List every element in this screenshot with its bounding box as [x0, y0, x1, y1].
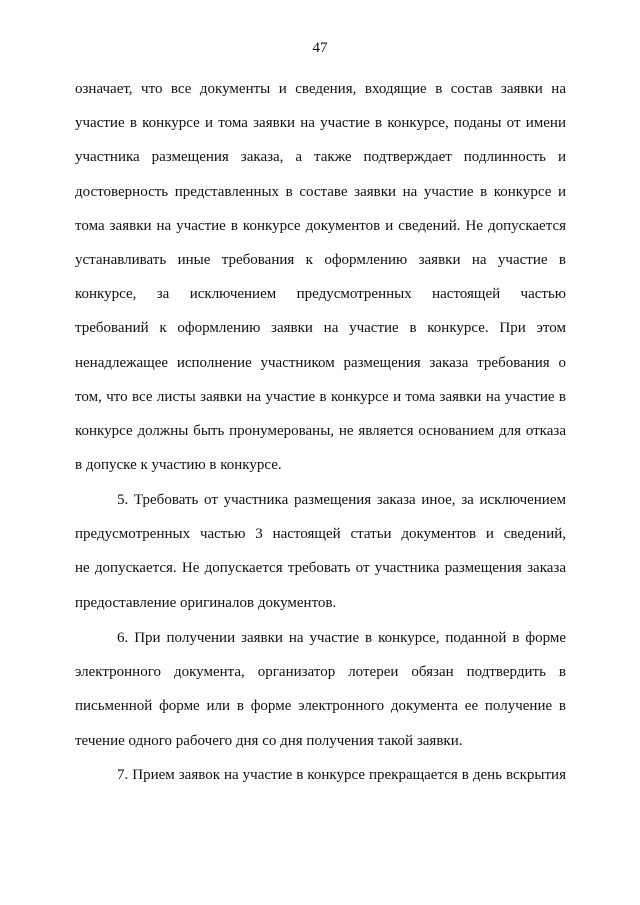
paragraph-item-5 [75, 483, 566, 620]
paragraph-line: конкурсе должны быть пронумерованы, не является основанием для отказа [75, 422, 566, 439]
paragraph-line: участие в конкурсе и тома заявки на участие в конкурсе, поданы от имени [75, 115, 566, 132]
paragraph-line: письменной форме или в форме электронного документа ее получение в [75, 698, 566, 715]
paragraph-line: том, что все листы заявки на участие в конкурсе и тома заявки на участие в [75, 388, 566, 405]
paragraph-line: электронного документа, организатор лотереи обязан подтвердить в [75, 664, 566, 681]
paragraph-continuation [75, 72, 566, 482]
paragraph-line: конкурсе, за исключением предусмотренных настоящей частью [75, 286, 566, 303]
paragraph-item-6 [75, 621, 566, 758]
paragraph-line: ненадлежащее исполнение участником размещения заказа требования о [75, 354, 566, 371]
page-number: 47 [312, 40, 328, 56]
paragraph-line: тома заявки на участие в конкурсе документов и сведений. Не допускается [75, 217, 566, 234]
paragraph-line: предусмотренных частью 3 настоящей статьи документов и сведений, [75, 526, 566, 543]
paragraph-line: участника размещения заказа, а также подтверждает подлинность и [75, 149, 566, 166]
paragraph-line: 7. Прием заявок на участие в конкурсе прекращается в день вскрытия [117, 767, 566, 783]
paragraph-line: предоставление оригиналов документов. [75, 594, 337, 611]
paragraph-line: 5. Требовать от участника размещения заказа иное, за исключением [117, 492, 566, 508]
paragraph-line: течение одного рабочего дня со дня получения такой заявки. [75, 732, 463, 749]
paragraph-line: достоверность представленных в составе заявки на участие в конкурсе и [75, 183, 566, 200]
paragraph-item-7 [75, 758, 566, 792]
paragraph-line: означает, что все документы и сведения, входящие в состав заявки на [75, 81, 566, 97]
paragraph-line: 6. При получении заявки на участие в конкурсе, поданной в форме [117, 630, 566, 646]
paragraph-line: устанавливать иные требования к оформлению заявки на участие в [75, 251, 566, 268]
paragraph-line: не допускается. Не допускается требовать от участника размещения заказа [75, 560, 566, 577]
paragraph-line: требований к оформлению заявки на участие в конкурсе. При этом [75, 320, 566, 337]
paragraph-line: в допуске к участию в конкурсе. [75, 457, 282, 474]
